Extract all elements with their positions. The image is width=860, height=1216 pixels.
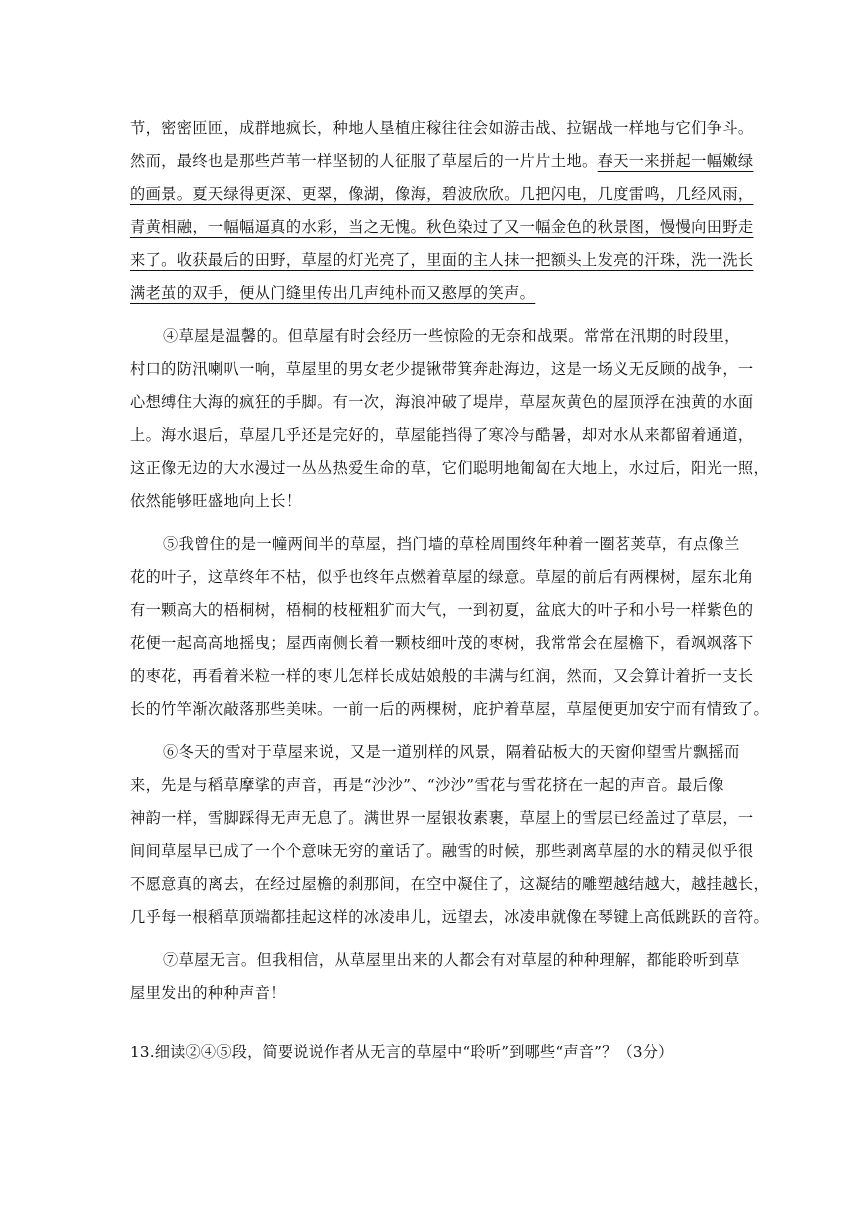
p7-line-1: ⑦草屋无言。但我相信，从草屋里出来的人都会有对草屋的种种理解，都能聆听到草: [163, 951, 740, 969]
p3-line-2-text: 然而，最终也是那些芦苇一样坚韧的人征服了草屋后的一片片土地。: [130, 152, 598, 170]
p6-line-5: 不愿意真的离去，在经过屋檐的刹那间，在空中凝住了，这凝结的雕塑越结越大，越挂越长，: [130, 875, 770, 893]
p3-line-3-underlined: 的画景。夏天绿得更深、更翠，像湖，像海，碧波欣欣。几把闪电，几度雷鸣，几经风雨，: [130, 185, 754, 203]
p3-line-4-underlined: 青黄相融，一幅幅逼真的水彩，当之无愧。秋色染过了又一幅金色的秋景图，慢慢向田野走: [130, 218, 754, 236]
question-13: 13.细读②④⑤段，简要说说作者从无言的草屋中“聆听”到哪些“声音”？（3分）: [130, 1043, 674, 1061]
p5-line-6: 长的竹竿渐次敲落那些美味。一前一后的两棵树，庇护着草屋，草屋便更加安宁而有情致了。: [130, 700, 770, 718]
p5-line-5: 的枣花，再看着米粒一样的枣儿怎样长成姑娘般的丰满与红润，然而，又会算计着折一支长: [130, 667, 754, 685]
p4-line-4: 上。海水退后，草屋几乎还是完好的，草屋能挡得了寒冷与酷暑，却对水从来都留着通道，: [130, 426, 754, 444]
p4-line-3: 心想缚住大海的疯狂的手脚。有一次，海浪冲破了堤岸，草屋灰黄色的屋顶浮在浊黄的水面: [130, 393, 754, 411]
p3-line-2: [130, 151, 754, 171]
p4-line-1: ④草屋是温馨的。但草屋有时会经历一些惊险的无奈和战栗。常常在汛期的时段里，: [163, 327, 740, 345]
p3-line-6-underlined: 满老茧的双手，便从门缝里传出几声纯朴而又憨厚的笑声。: [130, 284, 536, 302]
p5-line-2: 花的叶子，这草终年不枯，似乎也终年点燃着草屋的绿意。草屋的前后有两棵树，屋东北角: [130, 568, 754, 586]
p4-line-6: 依然能够旺盛地向上长！: [130, 492, 302, 510]
p6-line-4: 间间草屋早已成了一个个意味无穷的童话了。融雪的时候，那些剥离草屋的水的精灵似乎很: [130, 842, 754, 860]
p5-line-4: 花便一起高高地摇曳；屋西南侧长着一颗枝细叶茂的枣树，我常常会在屋檐下，看飒飒落下: [130, 634, 754, 652]
p3-line-5: [130, 250, 754, 270]
p4-line-2: 村口的防汛喇叭一响，草屋里的男女老少提锹带箕奔赴海边，这是一场义无反顾的战争，一: [130, 360, 754, 378]
p4-line-5: 这正像无边的大水漫过一丛丛热爱生命的草，它们聪明地匍匐在大地上，水过后，阳光一照，: [130, 459, 770, 477]
p3-line-4: [130, 217, 754, 237]
p6-line-3: 神韵一样，雪脚踩得无声无息了。满世界一屋银妆素裹，草屋上的雪层已经盖过了草层，一: [130, 809, 754, 827]
p6-line-2: 来，先是与稻草摩挲的声音，再是“沙沙”、“沙沙”雪花与雪花挤在一起的声音。最后像: [130, 776, 724, 794]
p3-line-5-underlined: 来了。收获最后的田野，草屋的灯光亮了，里面的主人抹一把额头上发亮的汗珠，洗一洗长: [130, 251, 754, 269]
p6-line-1: ⑥冬天的雪对于草屋来说，又是一道别样的风景，隔着砧板大的天窗仰望雪片飘摇而: [163, 743, 740, 761]
p3-line-6: [130, 283, 730, 303]
p3-line-3: [130, 184, 754, 204]
p3-line-1-text: 节，密密匝匝，成群地疯长，种地人垦植庄稼往往会如游击战、拉锯战一样地与它们争斗。: [130, 119, 754, 137]
p5-line-3: 有一颗高大的梧桐树，梧桐的枝桠粗犷而大气，一到初夏，盆底大的叶子和小号一样紫色的: [130, 601, 754, 619]
p5-line-1: ⑤我曾住的是一幢两间半的草屋，挡门墙的草栓周围终年种着一圈茗荚草，有点像兰: [163, 535, 740, 553]
p3-line-2-underlined: 春天一来拼起一幅嫩绿: [597, 152, 754, 170]
p3-line-1: [130, 118, 754, 138]
p7-line-2: 屋里发出的种种声音！: [130, 984, 286, 1002]
p6-line-6: 几乎每一根稻草顶端都挂起这样的冰凌串儿，远望去，冰凌串就像在琴键上高低跳跃的音符。: [130, 908, 770, 926]
